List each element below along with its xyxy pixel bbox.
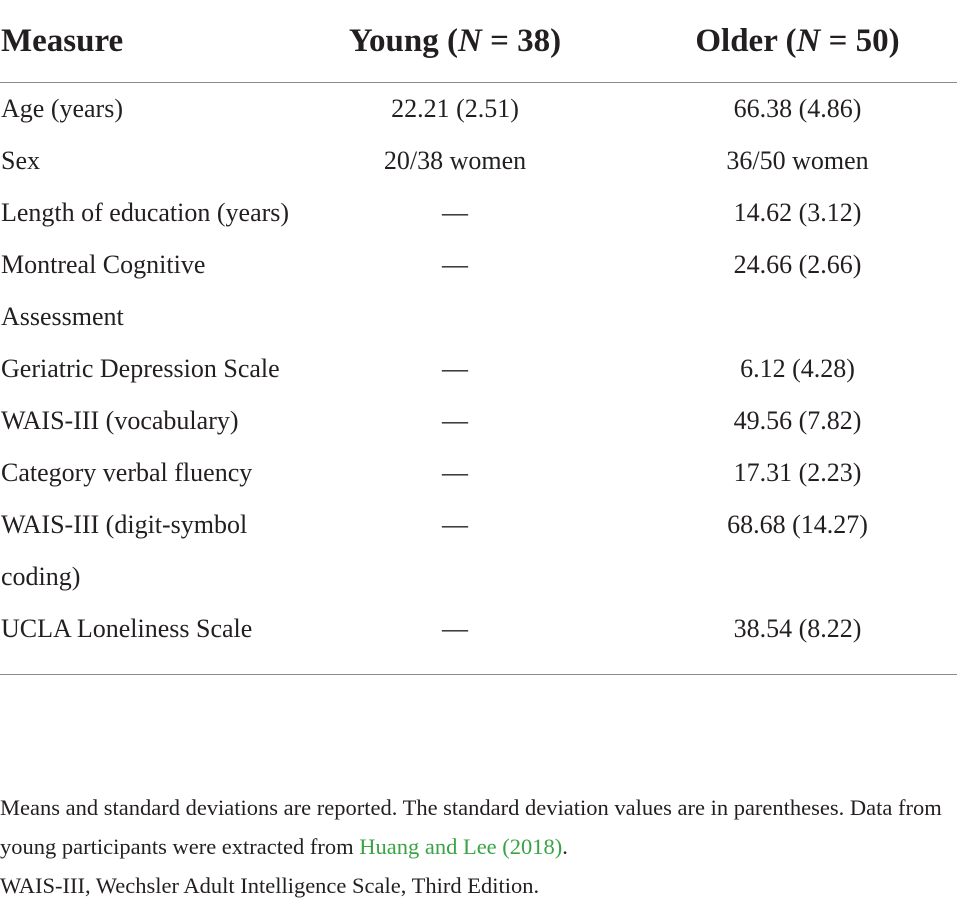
header-measure: Measure [0, 0, 310, 83]
header-young-suffix: = 38) [481, 22, 562, 59]
table-header-row [0, 0, 957, 83]
reference-link[interactable]: Huang and Lee (2018) [359, 834, 563, 859]
cell-measure: WAIS-III (digit-symbol coding) [1, 510, 248, 591]
table-row [0, 83, 957, 136]
cell-young: 22.21 (2.51) [391, 94, 519, 123]
cell-older: 66.38 (4.86) [733, 94, 862, 123]
cell-measure: Sex [1, 146, 40, 175]
table-row [0, 135, 957, 187]
cell-young: — [442, 510, 468, 539]
cell-young: — [442, 458, 468, 487]
table-bottom-rule [0, 674, 957, 675]
table-footnote [0, 788, 957, 905]
cell-older: 68.68 (14.27) [727, 510, 868, 539]
footnote-abbreviation: WAIS-III, Wechsler Adult Intelligence Scale, Third Edition. [0, 873, 540, 898]
header-young [310, 0, 668, 83]
table-row [0, 187, 957, 239]
header-young-prefix: Young ( [348, 22, 458, 59]
cell-young: — [442, 198, 468, 227]
cell-measure: Length of education (years) [1, 198, 290, 227]
table-row [0, 343, 957, 395]
header-older [668, 0, 957, 83]
cell-measure: Category verbal fluency [1, 458, 253, 487]
header-young-n: N [457, 22, 482, 59]
cell-measure: Montreal Cognitive Assessment [1, 250, 206, 331]
header-older-prefix: Older ( [695, 22, 797, 59]
cell-young: — [442, 406, 468, 435]
table-row [0, 395, 957, 447]
footnote-text: Means and standard deviations are reported. The standard deviation values are in parentheses. Data from young participants were extracted from [0, 795, 942, 859]
cell-young: — [442, 614, 468, 643]
header-older-n: N [796, 22, 821, 59]
cell-older: 17.31 (2.23) [733, 458, 862, 487]
cell-older: 24.66 (2.66) [733, 250, 862, 279]
cell-measure: UCLA Loneliness Scale [1, 614, 253, 643]
cell-older: 14.62 (3.12) [733, 198, 862, 227]
cell-older: 49.56 (7.82) [733, 406, 862, 435]
cell-young: 20/38 women [383, 146, 527, 175]
table-row [0, 499, 957, 603]
cell-older: 36/50 women [726, 146, 869, 175]
cell-measure: WAIS-III (vocabulary) [1, 406, 239, 435]
cell-measure: Age (years) [1, 94, 123, 123]
cell-young: — [442, 354, 468, 383]
table-row [0, 603, 957, 674]
cell-young: — [442, 250, 468, 279]
cell-measure: Geriatric Depression Scale [1, 354, 280, 383]
cell-older: 6.12 (4.28) [740, 354, 855, 383]
table-row [0, 447, 957, 499]
cell-older: 38.54 (8.22) [733, 614, 862, 643]
footnote-period: . [562, 834, 568, 859]
header-older-suffix: = 50) [820, 22, 900, 59]
table-row [0, 239, 957, 343]
